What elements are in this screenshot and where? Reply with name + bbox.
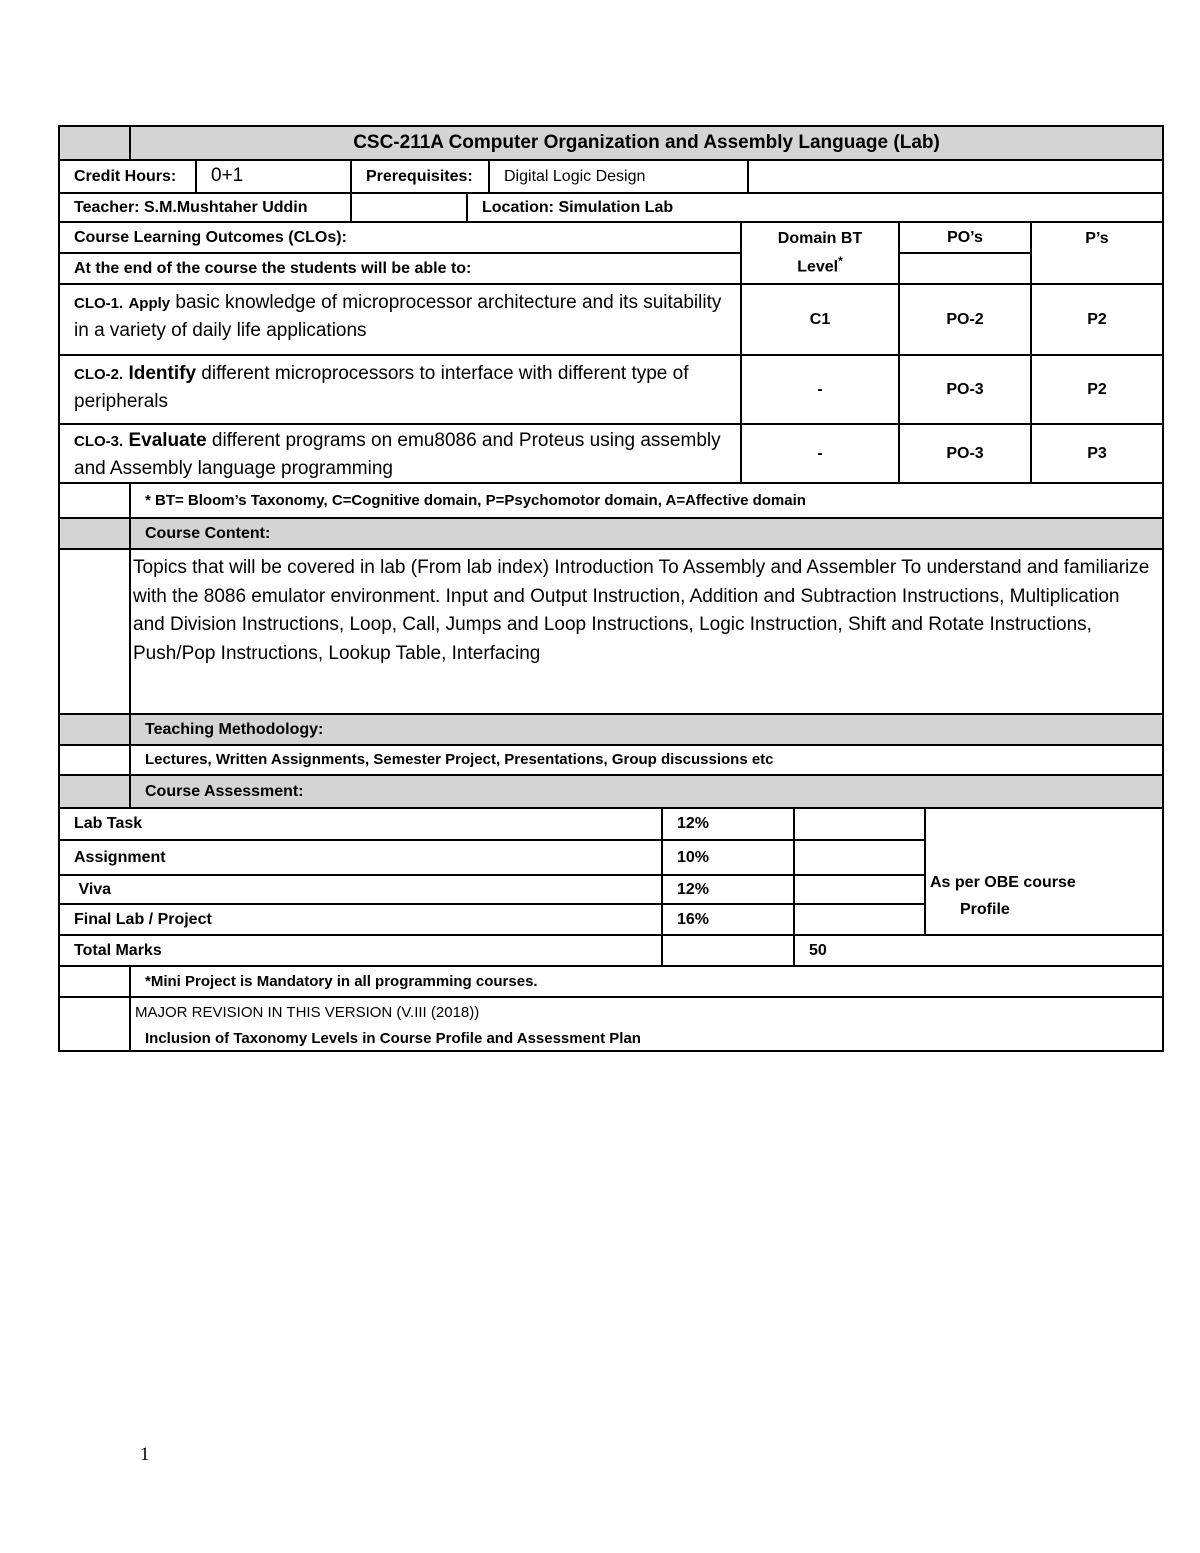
po-column-header: PO’s (898, 221, 1032, 254)
clo-header-subtitle: At the end of the course the students will be able to: (58, 252, 742, 285)
assessment-spacer (58, 774, 131, 809)
assessment-item-empty (793, 903, 926, 936)
domain-bt-header-star: * (838, 254, 843, 269)
revision-spacer (58, 996, 131, 1052)
total-marks-value: 50 (793, 934, 1164, 967)
assessment-item-name: Viva (58, 874, 663, 905)
obe-profile-note (924, 807, 1164, 936)
assessment-item-pct: 10% (661, 839, 795, 876)
location: Location: Simulation Lab (466, 192, 1164, 223)
teacher-empty-cell (350, 192, 468, 223)
assessment-item-name: Final Lab / Project (58, 903, 663, 936)
teaching-methodology-text: Lectures, Written Assignments, Semester Project, Presentations, Group discussions etc (129, 744, 1164, 776)
clo-3-label: CLO-3. (74, 433, 124, 450)
assessment-item-name: Lab Task (58, 807, 663, 841)
clo-1-p: P2 (1030, 283, 1164, 356)
clo-3-domain: - (740, 423, 900, 484)
credit-hours-value: 0+1 (195, 159, 352, 194)
teaching-spacer (58, 713, 131, 746)
prerequisites-empty-cell (747, 159, 1164, 194)
assessment-item-pct: 12% (661, 807, 795, 841)
clo-1-domain: C1 (740, 283, 900, 356)
assessment-item-pct: 12% (661, 874, 795, 905)
clo-1-label: CLO-1. (74, 295, 124, 312)
clo-2-text: different microprocessors to interface with different type of peripherals (74, 363, 689, 412)
clo-header-title: Course Learning Outcomes (CLOs): (58, 221, 742, 254)
revision-note (129, 996, 1164, 1052)
domain-bt-header-line2: Level (797, 258, 839, 276)
assessment-item-empty (793, 874, 926, 905)
clo-2-label: CLO-2. (74, 366, 124, 383)
obe-profile-line1: As per OBE course (930, 874, 1076, 891)
bt-note-spacer (58, 482, 131, 519)
clo-3-text: different programs on emu8086 and Proteus using assembly and Assembly language programming (74, 430, 721, 479)
teaching-methodology-heading: Teaching Methodology: (129, 713, 1164, 746)
course-content-spacer (58, 517, 131, 550)
clo-2-description (58, 354, 742, 425)
assessment-item-pct: 16% (661, 903, 795, 936)
clo-3-description (58, 423, 742, 484)
prerequisites-label: Prerequisites: (350, 159, 490, 194)
course-content-heading: Course Content: (129, 517, 1164, 550)
obe-profile-line2: Profile (960, 901, 1010, 919)
teaching-text-spacer (58, 744, 131, 776)
clo-3-verb: Evaluate (128, 430, 207, 451)
mini-project-note: *Mini Project is Mandatory in all programming courses. (129, 965, 1164, 998)
page-number: 1 (140, 1444, 150, 1465)
credit-hours-label: Credit Hours: (58, 159, 197, 194)
clo-2-p: P2 (1030, 354, 1164, 425)
mini-project-spacer (58, 965, 131, 998)
revision-line1: MAJOR REVISION IN THIS VERSION (V.III (2018)) (135, 1004, 480, 1021)
po-header-empty-cell (898, 252, 1032, 285)
prerequisites-value: Digital Logic Design (488, 159, 749, 194)
clo-2-domain: - (740, 354, 900, 425)
p-column-header: P’s (1030, 221, 1164, 285)
clo-3-p: P3 (1030, 423, 1164, 484)
course-title: CSC-211A Computer Organization and Assembly Language (Lab) (129, 125, 1164, 161)
course-content-body-spacer (58, 548, 131, 715)
clo-1-verb: Apply (128, 295, 171, 312)
revision-line2: Inclusion of Taxonomy Levels in Course Profile and Assessment Plan (145, 1030, 641, 1048)
course-content-text: Topics that will be covered in lab (From lab index) Introduction To Assembly and Assembler To understand and familiarize with the 8086 emulator environment. Input and Output Instruction, Addition and Subtraction Instructions, Multiplication and Division Instructions, Loop, Call, Jumps and Loop Instructions, Logic Instruction, Shift and Rotate Instructions, Push/Pop Instructions, Lookup Table, Interfacing (129, 548, 1164, 715)
clo-3-po: PO-3 (898, 423, 1032, 484)
domain-bt-header-line1: Domain BT (777, 230, 863, 247)
assessment-item-empty (793, 839, 926, 876)
teacher-name: Teacher: S.M.Mushtaher Uddin (58, 192, 352, 223)
clo-2-verb: Identify (128, 363, 197, 384)
domain-bt-level-header (740, 221, 900, 285)
total-marks-empty (661, 934, 795, 967)
course-profile-table (58, 125, 1164, 1052)
assessment-item-name: Assignment (58, 839, 663, 876)
bt-note: * BT= Bloom’s Taxonomy, C=Cognitive domain, P=Psychomotor domain, A=Affective domain (129, 482, 1164, 519)
clo-1-po: PO-2 (898, 283, 1032, 356)
assessment-item-empty (793, 807, 926, 841)
clo-1-text: basic knowledge of microprocessor architecture and its suitability in a variety of daily life applications (74, 292, 722, 341)
clo-1-description (58, 283, 742, 356)
title-spacer-cell (58, 125, 131, 161)
total-marks-label: Total Marks (58, 934, 663, 967)
course-assessment-heading: Course Assessment: (129, 774, 1164, 809)
clo-2-po: PO-3 (898, 354, 1032, 425)
